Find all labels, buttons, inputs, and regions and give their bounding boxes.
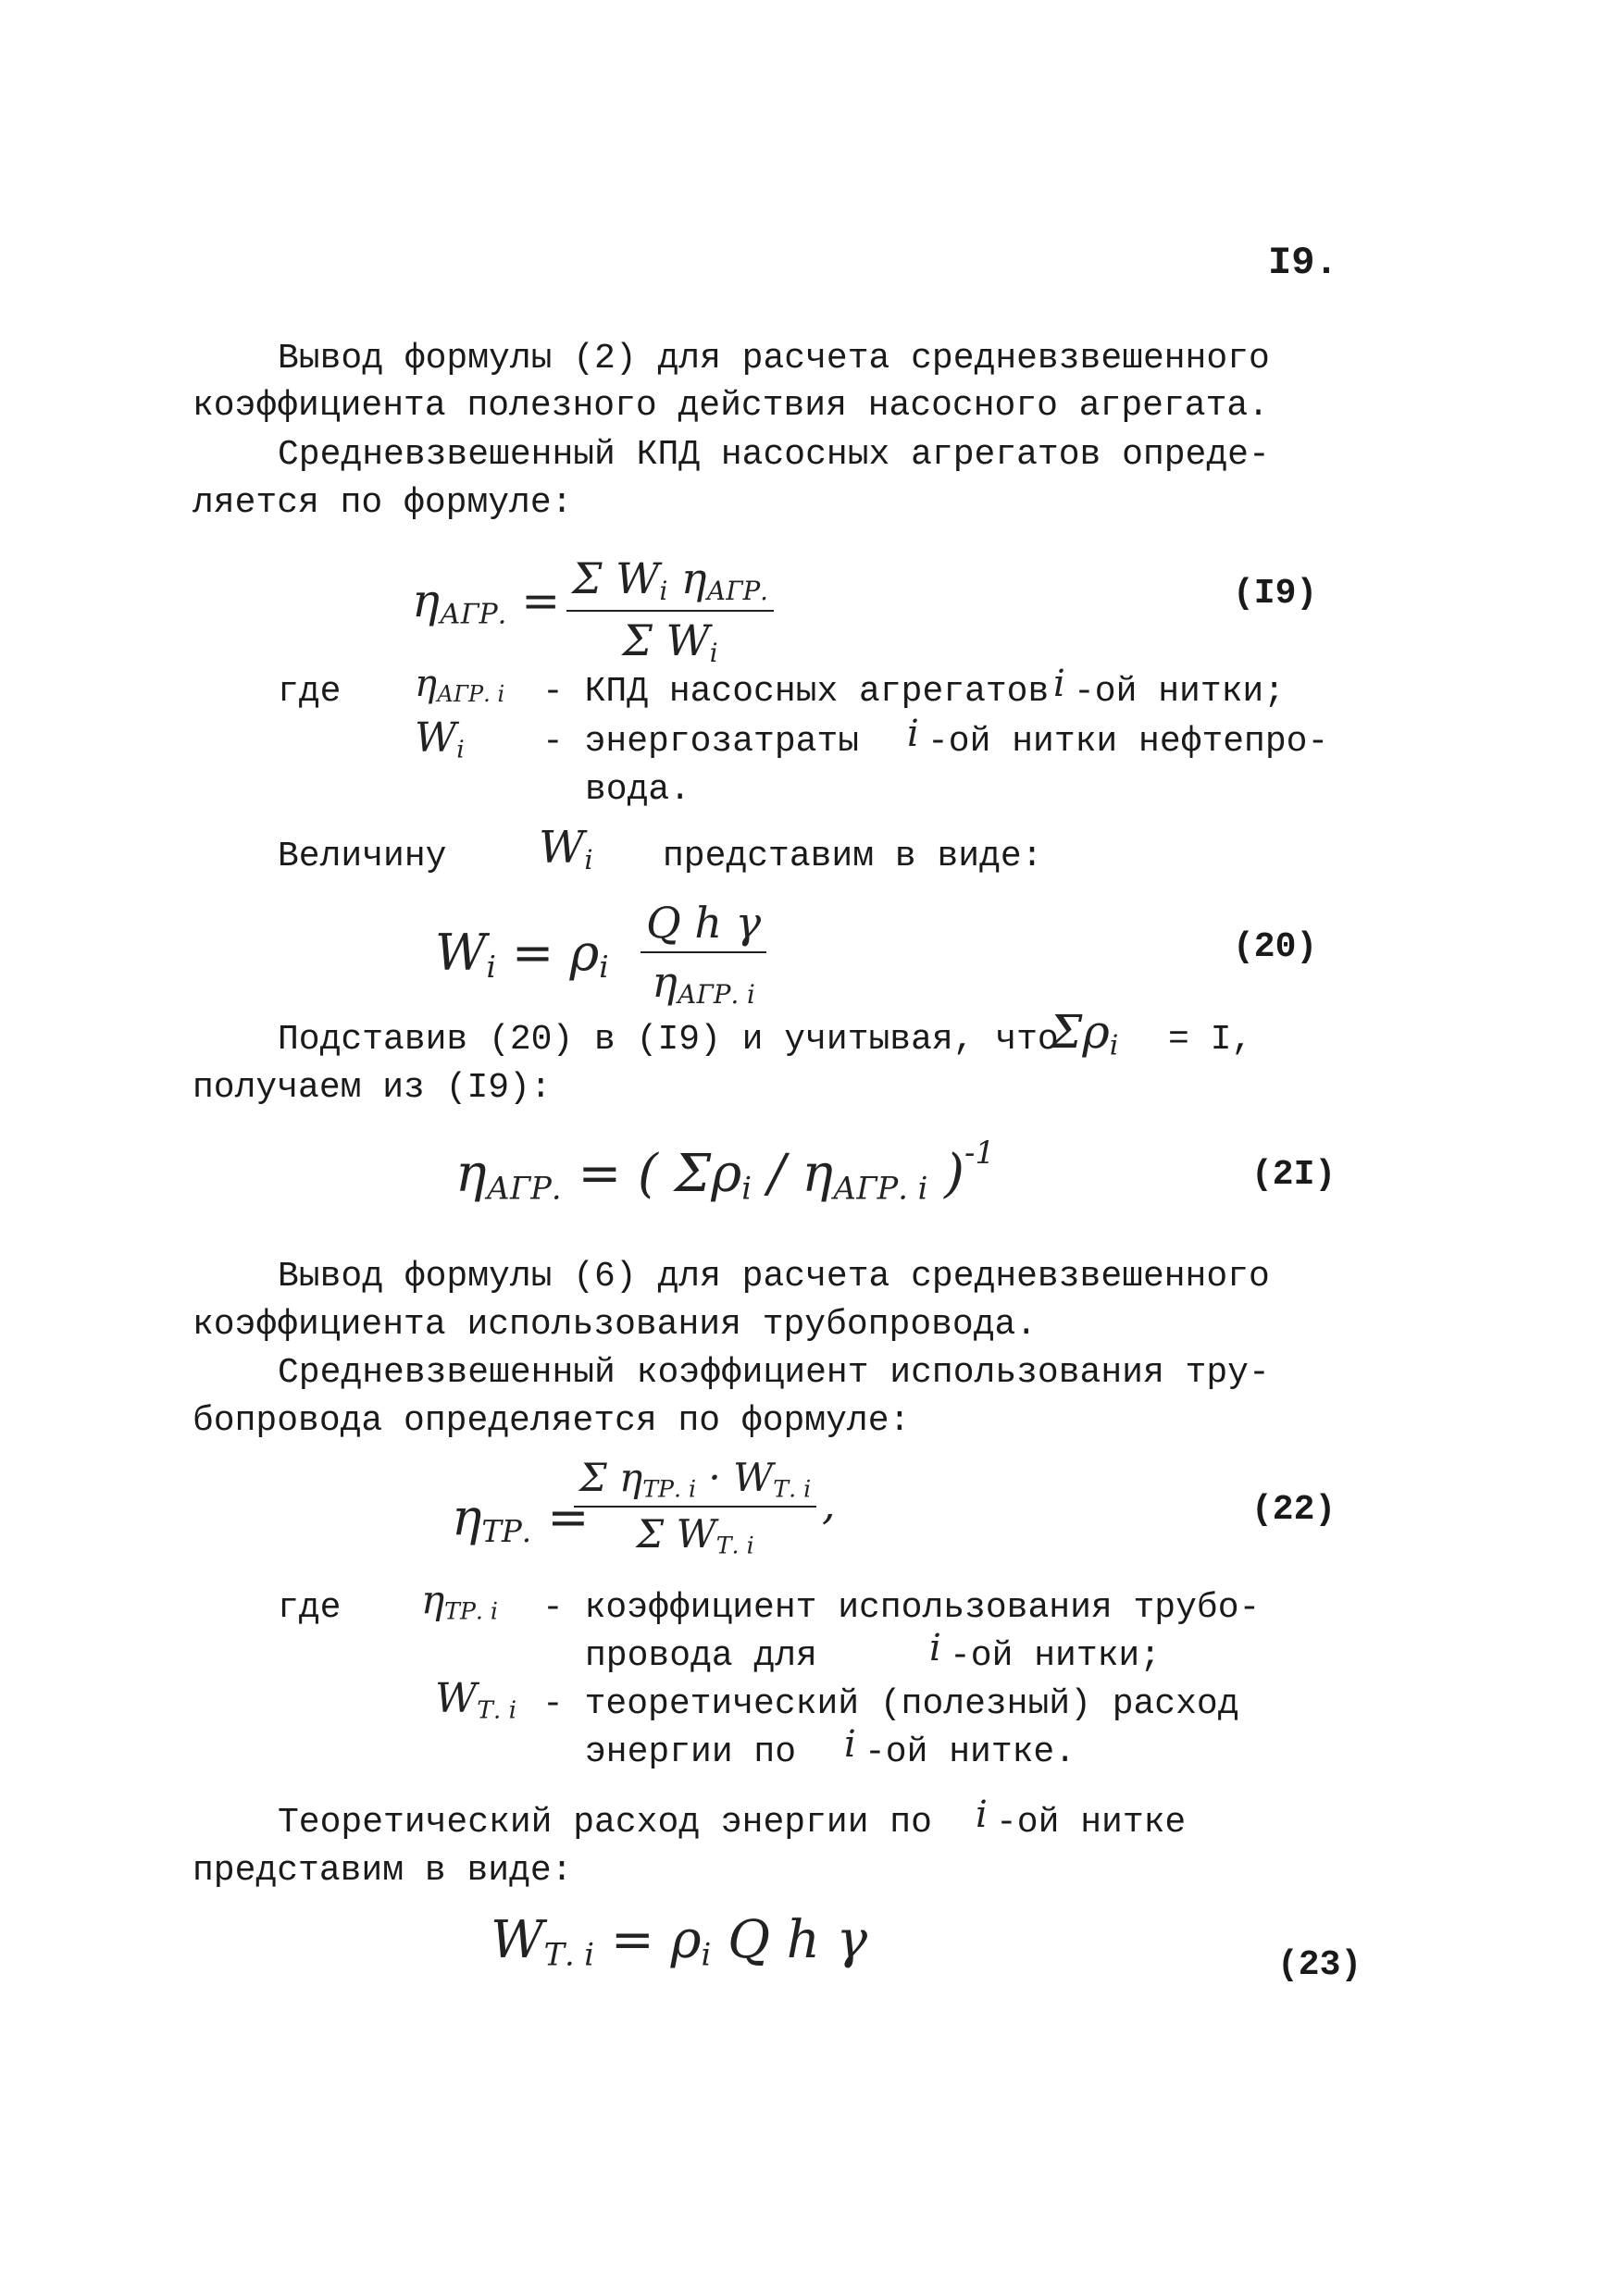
where2-var2: i (844, 1723, 856, 1766)
eq21-number: (2I) (1251, 1155, 1337, 1195)
where1-var1: i (1053, 663, 1065, 705)
where2-sym1: $\eta_{ТР. i}$ (421, 1577, 498, 1625)
value-var: $W_i$ (539, 822, 593, 876)
where-label-2: где (278, 1588, 342, 1628)
section1-intro-line1: Средневзвешенный КПД насосных агрегатов опреде- (278, 435, 1270, 475)
theory-line2: представим в виде: (193, 1851, 573, 1891)
eq22-denominator: Σ $W_{Т. i}$ (636, 1511, 754, 1559)
where1-sym1: $\eta_{АГР. i}$ (415, 663, 505, 707)
eq20-numerator: Q h γ (646, 898, 762, 948)
section1-heading-line2: коэффициента полезного действия насосного агрегата. (193, 386, 1269, 426)
where1-desc1: - КПД насосных агрегатов (542, 672, 1050, 712)
theory-line1-end: -ой нитке (996, 1803, 1187, 1843)
eq19-fraction-bar (566, 610, 774, 612)
subst-line1-start: Подставив (20) в (I9) и учитывая, что (278, 1020, 1059, 1060)
subst-line1-end: = I, (1168, 1020, 1253, 1060)
eq20-lhs: $W_i = \rho_i$ (435, 924, 609, 986)
section2-heading-line2: коэффициента использования трубопровода. (193, 1305, 1038, 1345)
eq19-number: (I9) (1233, 574, 1318, 614)
eq22-lhs: $\eta_{ТР.}$ = (452, 1488, 590, 1550)
where2-desc2: - теоретический (полезный) расход (542, 1684, 1239, 1724)
eq21-expression: $\eta_{АГР.}$ = ( $\Sigma\rho_i / \eta_{АГР. i}$ )$^{-1}$ (455, 1135, 995, 1207)
eq19-lhs: $\eta_{АГР.}$ = (412, 574, 561, 631)
where1-desc2c: вода. (585, 770, 691, 810)
page-number: I9. (1268, 241, 1338, 285)
subst-sum: $\Sigma\rho_i$ (1050, 1005, 1119, 1062)
theory-var: i (976, 1793, 988, 1836)
eq23-number: (23) (1277, 1945, 1362, 1985)
eq20-fraction (641, 898, 766, 1010)
section1-heading-line1: Вывод формулы (2) для расчета средневзвешенного (278, 339, 1270, 379)
theory-line1-start: Теоретический расход энергии по (278, 1803, 932, 1843)
where2-desc2b: энергии по (585, 1732, 797, 1772)
eq22-comma: , (822, 1479, 836, 1529)
where2-desc2c: -ой нитке. (864, 1732, 1076, 1772)
section2-intro-line1: Средневзвешенный коэффициент использования тру- (278, 1353, 1270, 1393)
value-line-end: представим в виде: (663, 837, 1043, 876)
section1-intro-line2: ляется по формуле: (193, 483, 573, 523)
eq20-number: (20) (1233, 927, 1318, 967)
where-label-1: где (278, 672, 342, 712)
where1-desc1b: -ой нитки; (1074, 672, 1286, 712)
where1-desc2b: -ой нитки нефтепро- (927, 722, 1329, 762)
where1-sym2: $W_i$ (415, 714, 465, 764)
section2-heading-line1: Вывод формулы (6) для расчета средневзвешенного (278, 1257, 1270, 1297)
eq22-fraction (574, 1455, 816, 1559)
eq22-numerator: Σ $\eta_{ТР. i} \cdot W_{Т. i}$ (579, 1455, 812, 1503)
where1-var2: i (907, 713, 919, 755)
value-line-start: Величину (278, 837, 447, 876)
eq20-denominator: $\eta_{АГР. i}$ (652, 957, 755, 1010)
eq19-denominator: Σ $W_i$ (622, 614, 718, 668)
eq23-expression: $W_{Т. i} = \rho_i$ Q h γ (491, 1910, 868, 1973)
eq20-fraction-bar (641, 951, 766, 953)
where2-sym2: $W_{Т. i}$ (435, 1675, 517, 1725)
where1-desc2: - энергозатраты (542, 722, 860, 762)
subst-line2: получаем из (I9): (193, 1068, 552, 1108)
eq22-number: (22) (1251, 1490, 1337, 1530)
where2-desc1c: -ой нитки; (950, 1636, 1162, 1676)
section2-intro-line2: бопровода определяется по формуле: (193, 1401, 911, 1441)
where2-var1: i (929, 1627, 941, 1669)
eq19-fraction (566, 553, 774, 668)
eq19-numerator: Σ $W_i$ $\eta_{АГР.}$ (572, 553, 768, 606)
eq22-fraction-bar (574, 1506, 816, 1508)
where2-desc1b: провода для (585, 1636, 817, 1676)
where2-desc1: - коэффициент использования трубо- (542, 1588, 1261, 1628)
